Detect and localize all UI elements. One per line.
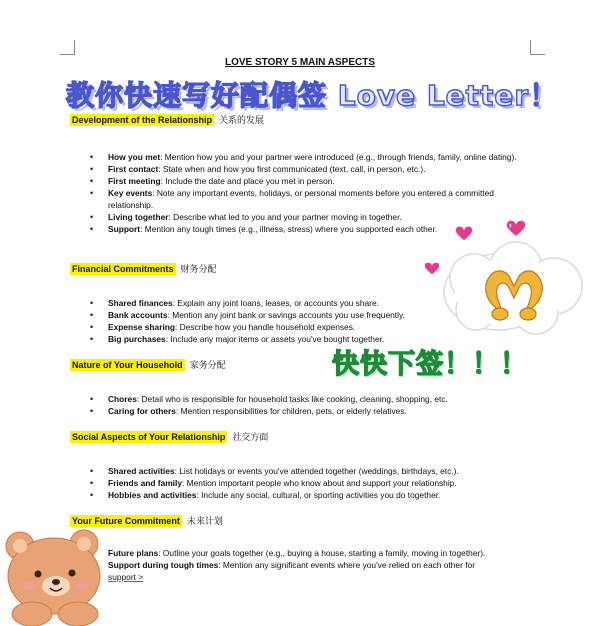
pink-heart-icon — [424, 262, 440, 276]
section-future-commitment — [70, 514, 536, 583]
support-link[interactable]: support > — [108, 572, 144, 582]
section-heading-cn: 家务分配 — [189, 361, 226, 371]
pink-heart-icon — [506, 220, 526, 238]
document-title: LOVE STORY 5 MAIN ASPECTS — [224, 57, 376, 68]
corner-crop-mark-left — [60, 40, 75, 55]
section-heading-label: Nature of Your Household — [72, 359, 183, 370]
list-item: • Hobbies and activities: Include any social, cultural, or sporting activities you do together. — [70, 489, 536, 501]
heart-hands-cloud-sticker — [436, 238, 596, 338]
list-item: • Key events: Note any important events, holidays, or personal moments before you entered a committed relationship. — [70, 187, 536, 211]
list-item: • First contact: State when and how you first communicated (text, call, in person, etc.). — [70, 163, 536, 175]
list-item: • Future plans: Outline your goals together (e.g., buying a house, starting a family, moving in together). — [70, 547, 536, 559]
pink-heart-icon — [455, 226, 473, 242]
bullet-list — [70, 465, 536, 501]
list-item: • Living together: Describe what led to you and your partner moving in together. — [70, 211, 536, 223]
section-heading-label: Financial Commitments — [72, 263, 174, 274]
section-heading-cn: 未来计划 — [186, 517, 223, 527]
list-item: • Big purchases: Include any major items or assets you've bought together. — [70, 333, 536, 345]
section-heading-label: Social Aspects of Your Relationship — [72, 431, 226, 442]
list-item: • How you met: Mention how you and your partner were introduced (e.g., through friends, family, online dating). — [70, 151, 536, 163]
list-item: • Bank accounts: Mention any joint bank or savings accounts you use frequently. — [70, 309, 536, 321]
list-item: • Expense sharing: Describe how you handle household expenses. — [70, 321, 536, 333]
list-item: • Chores: Detail who is responsible for household tasks like cooking, cleaning, shopping, etc. — [70, 393, 536, 405]
bullet-list — [70, 151, 536, 235]
bullet-list — [70, 547, 536, 571]
section-heading-cn: 关系的发展 — [219, 116, 265, 126]
list-item: • First meeting: Include the date and place you met in person. — [70, 175, 536, 187]
sign-now-sticker-text: 快快下签！！！ — [332, 349, 528, 380]
section-heading — [70, 430, 536, 443]
section-social-aspects — [70, 430, 536, 501]
list-item: • Friends and family: Mention important people who know about and support your relationship. — [70, 477, 536, 489]
list-item: • Support: Mention any tough times (e.g., illness, stress) where you supported each other. — [70, 223, 536, 235]
list-item: • Shared activities: List holidays or events you've attended together (weddings, birthdays, etc.). — [70, 465, 536, 477]
section-heading — [70, 113, 536, 126]
section-heading — [70, 514, 536, 527]
section-heading-label: Development of the Relationship — [72, 114, 213, 125]
section-heading-label: Your Future Commitment — [72, 515, 180, 526]
corner-crop-mark-right — [530, 40, 545, 55]
list-item: • Caring for others: Mention responsibilities for children, pets, or elderly relatives. — [70, 405, 536, 417]
list-item: • Shared finances: Explain any joint loans, leases, or accounts you share. — [70, 297, 536, 309]
bear-sticker — [0, 528, 112, 626]
list-item: • Support during tough times: Mention any significant events where you've relied on each other for — [70, 559, 536, 571]
bullet-list — [70, 393, 536, 417]
section-heading-cn: 社交方面 — [232, 433, 269, 443]
banner-headline: 教你快速写好配偶签 Love Letter！ — [66, 79, 559, 112]
section-heading-cn: 财务分配 — [180, 265, 217, 275]
section-relationship-development — [70, 113, 536, 235]
